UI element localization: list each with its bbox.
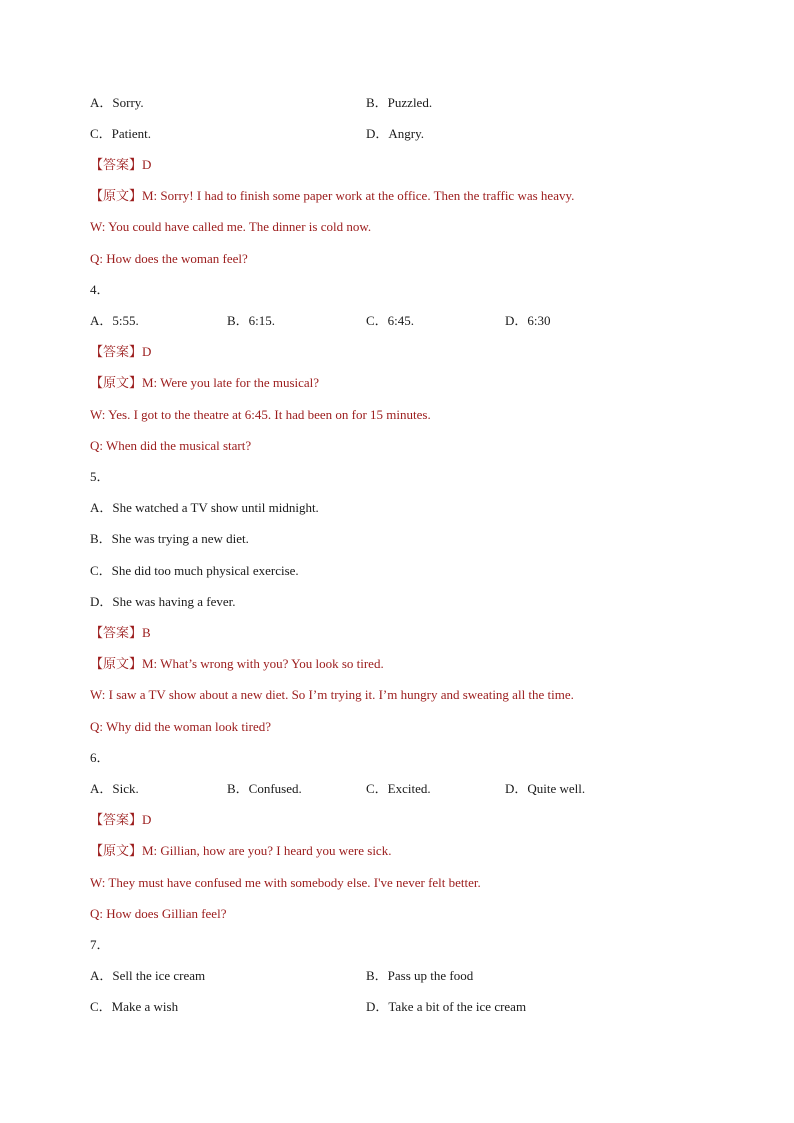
q5-transcript-question: Q: Why did the woman look tired? [90,719,272,734]
q4-answer: 【答案】D [90,344,152,359]
q3-option-d: D．Angry. [366,126,425,141]
q7-option-b: B．Pass up the food [366,968,474,983]
q5-option-a: A．She watched a TV show until midnight. [90,500,319,515]
q5-option-d: D．She was having a fever. [90,594,236,609]
q5-number: 5． [90,469,110,484]
q6-number: 6． [90,750,110,765]
q4-option-d: D．6:30 [505,313,551,328]
q6-option-a: A．Sick. [90,781,139,796]
q6-option-b: B．Confused. [227,781,302,796]
q6-transcript-line-2: W: They must have confused me with somebody else. I've never felt better. [90,875,481,890]
q3-option-b: B．Puzzled. [366,95,433,110]
q5-option-c: C．She did too much physical exercise. [90,563,299,578]
q3-transcript-line-2: W: You could have called me. The dinner is cold now. [90,219,372,234]
q7-number: 7． [90,937,110,952]
q3-transcript-line-1: 【原文】M: Sorry! I had to finish some paper work at the office. Then the traffic was heavy. [90,188,575,203]
q3-option-c: C．Patient. [90,126,152,141]
q5-transcript-line-1: 【原文】M: What’s wrong with you? You look so tired. [90,656,384,671]
q4-option-a: A．5:55. [90,313,139,328]
q7-option-c: C．Make a wish [90,999,179,1014]
q7-option-a: A．Sell the ice cream [90,968,206,983]
q6-option-c: C．Excited. [366,781,431,796]
q3-transcript-question: Q: How does the woman feel? [90,251,248,266]
q5-option-b: B．She was trying a new diet. [90,531,249,546]
q6-answer: 【答案】D [90,812,152,827]
q4-transcript-line-2: W: Yes. I got to the theatre at 6:45. It had been on for 15 minutes. [90,407,431,422]
q3-option-a: A．Sorry. [90,95,144,110]
q5-transcript-line-2: W: I saw a TV show about a new diet. So I’m trying it. I’m hungry and sweating all the time. [90,687,574,702]
q7-option-d: D．Take a bit of the ice cream [366,999,527,1014]
q6-transcript-question: Q: How does Gillian feel? [90,906,227,921]
q4-option-b: B．6:15. [227,313,276,328]
q6-option-d: D．Quite well. [505,781,586,796]
q6-transcript-line-1: 【原文】M: Gillian, how are you? I heard you were sick. [90,843,392,858]
q4-number: 4． [90,282,110,297]
q5-answer: 【答案】B [90,625,151,640]
q4-transcript-line-1: 【原文】M: Were you late for the musical? [90,375,320,390]
q3-answer: 【答案】D [90,157,152,172]
q4-transcript-question: Q: When did the musical start? [90,438,252,453]
q4-option-c: C．6:45. [366,313,415,328]
